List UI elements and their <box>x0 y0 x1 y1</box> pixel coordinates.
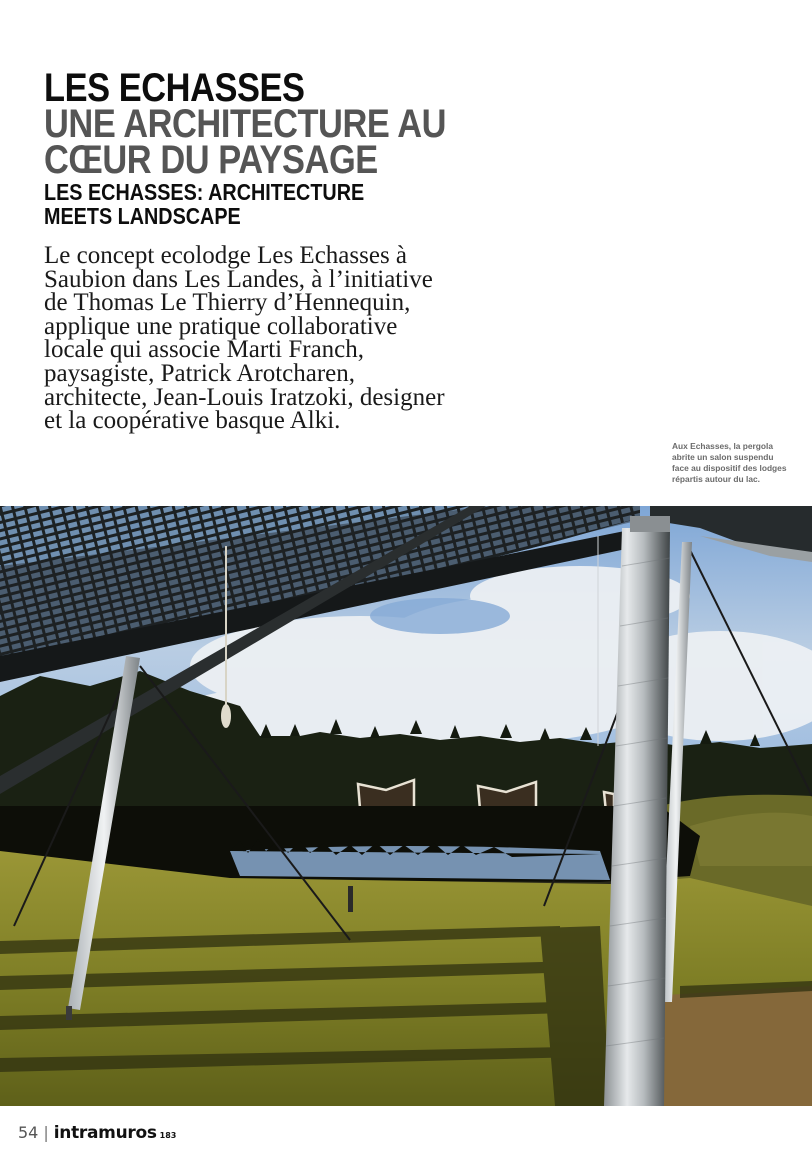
issue-number: 183 <box>159 1131 177 1140</box>
intro-line: et la coopérative basque Alki. <box>44 407 341 435</box>
footer-separator: | <box>43 1123 49 1142</box>
intro-line: architecte, Jean-Louis Iratzoki, designer <box>44 383 445 411</box>
intro-line: Le concept ecolodge Les Echasses à <box>44 242 408 269</box>
intro-line: applique une pratique collaborative <box>44 312 398 340</box>
article-subtitle-line-2: CŒUR DU PAYSAGE <box>44 138 378 182</box>
caption-line: abrite un salon suspendu <box>672 452 774 462</box>
caption-line: répartis autour du lac. <box>672 474 760 484</box>
magazine-logo: intramuros <box>53 1123 157 1143</box>
page-number: 54 <box>18 1123 39 1142</box>
page-footer <box>18 1123 176 1143</box>
caption-line: Aux Echasses, la pergola <box>672 441 774 451</box>
landscape-photo <box>0 506 812 1106</box>
headline-block <box>44 66 504 229</box>
intro-line: Saubion dans Les Landes, à l’initiative <box>44 265 433 293</box>
english-title-line-2: MEETS LANDSCAPE <box>44 203 241 229</box>
intro-paragraph <box>44 244 514 433</box>
intro-line: de Thomas Le Thierry d’Hennequin, <box>44 289 411 317</box>
caption-line: face au dispositif des lodges <box>672 463 787 473</box>
intro-line: locale qui associe Marti Franch, <box>44 336 365 364</box>
article-subtitle-line-1: UNE ARCHITECTURE AU <box>44 102 447 146</box>
article-title: LES ECHASSES <box>44 66 305 110</box>
photo-illustration <box>0 506 812 1106</box>
english-title-line-1: LES ECHASSES: ARCHITECTURE <box>44 179 365 205</box>
intro-line: paysagiste, Patrick Arotcharen, <box>44 359 356 387</box>
photo-caption <box>672 441 802 485</box>
